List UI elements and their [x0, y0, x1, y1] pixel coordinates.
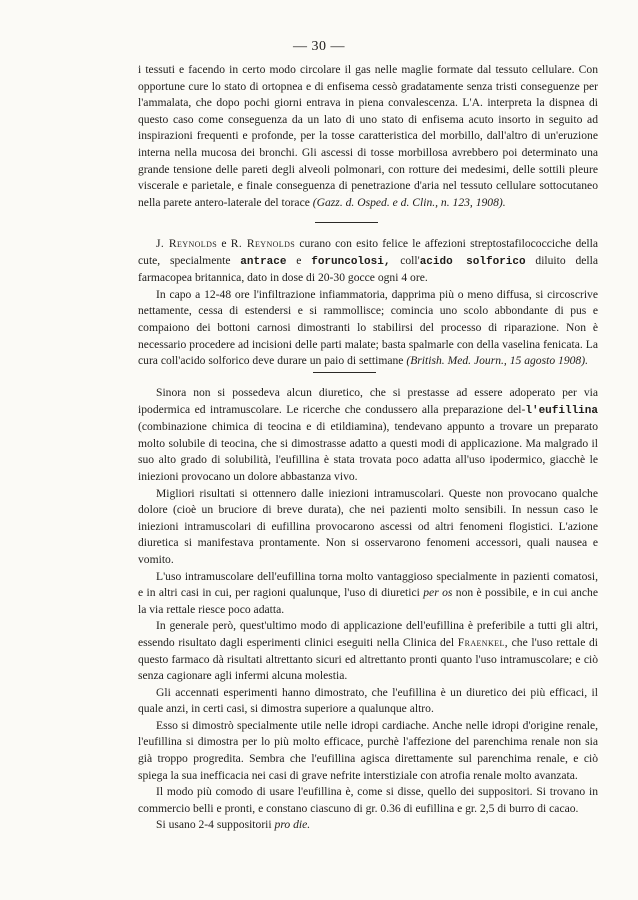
- section-1-paragraph: [138, 62, 598, 211]
- paragraph-treatment: [138, 287, 598, 370]
- term-antrace: antrace: [240, 255, 287, 268]
- paragraph-text: non è possibile, e in cui anche la via rettale riesce poco adatta.: [138, 586, 598, 616]
- text-line: i tessuti e facendo in certo modo circolare il gas nelle maglie formate dal tessuto: [138, 63, 528, 76]
- emphasis-pro-die: pro die.: [274, 818, 311, 832]
- paragraph-text: Gli accennati esperimenti hanno dimostrato, che l'eufillina è un diuretico dei più efficaci, il quale anzi, in certi casi, si dimostra superiore a qualunque altro.: [138, 685, 598, 716]
- term-eufillina: l'eufillina: [525, 404, 598, 417]
- citation: (British. Med. Journ., 15 agosto 1908).: [406, 354, 588, 368]
- paragraph-rectal: [138, 618, 598, 684]
- emphasis-per-os: per os: [423, 586, 453, 600]
- paragraph-text: L'uso intramuscolare dell'eufillina torna molto vantaggioso specialmente in pazienti comatosi, e in altri casi in cui, per ragioni qualunque, l'uso di diuretici: [138, 569, 598, 600]
- section-divider: [315, 222, 378, 223]
- term-foruncolosi: foruncolosi,: [311, 255, 391, 268]
- text-line: nel tessuto cellulare sottocutaneo nella parete antero-laterale del torace: [138, 179, 598, 209]
- text-line: lato di uno stato di enfisema acuto insorto in seguito ad inspirazioni frequenti e: [138, 112, 598, 143]
- author-name: J. Reynolds: [156, 237, 218, 250]
- paragraph-text: coll': [400, 253, 420, 267]
- text-line: convalescenza. L'A. interpreta la dispnea di questo caso come conseguenza da un: [138, 96, 598, 126]
- citation: (Gazz. d. Osped. e d. Clin., n. 123, 1908).: [312, 195, 506, 209]
- paragraph-text: In generale però, quest'ultimo modo di applicazione dell'eufillina è preferibile a tutti gli altri, essendo risultato dagli esperimenti clinici eseguiti nella Clinica del: [138, 619, 598, 649]
- paragraph-eufillina-intro: [138, 385, 598, 486]
- page-number: — 30 —: [293, 39, 345, 54]
- paragraph-text: [138, 62, 598, 211]
- text-line: una grande tensione delle pareti degli alveoli polmonari, con rotture dei medesimi,: [138, 145, 599, 176]
- section-2: [138, 236, 598, 370]
- paragraph-text: In capo a 12-48 ore l'infiltrazione infiammatoria, dapprima più o meno diffusa, si circoscrive nettamente, cessa di estendersi e si rammollisce; comincia uno scolo abbondante di pus e compaiono dei bottoni carnosi dimostranti lo stabilirsi del processo di riparazione. Non è necessario procedere ad incisioni delle parti malate; basta spalmarle con della vaselina fenicata. La cura coll'acido solforico deve durare un paio di settimane: [138, 287, 598, 368]
- paragraph-dosage: [138, 817, 598, 834]
- paragraph-intramuscular: [138, 486, 598, 569]
- paragraph-comatose: [138, 569, 598, 619]
- paragraph-text: Sinora non si possedeva alcun diuretico, che si prestasse ad essere adoperato per via ipodermica ed intramuscolare. Le ricerche che condussero alla preparazione del-: [138, 386, 598, 416]
- conjunction: e: [221, 237, 227, 250]
- paragraph-text: diluito della farmacopea britannica, dato in dose di 20-30 gocce ogni 4 ore.: [138, 253, 598, 285]
- paragraph-text: Migliori risultati si ottennero dalle iniezioni intramuscolari. Queste non provocano qualche dolore (cioè un bruciore di breve durata), che nei pazienti molto sensibili. In nessun caso le iniezioni intramuscolari di eufillina provocarono ascessi od altri fenomeni flogistici. L'azione diuretica si manifestava prontamente. Non si osservarono fenomeni accessori, quali nausea e vomito.: [138, 486, 598, 566]
- text-line: nella mucosa dei bronchi. Gli ascessi di tosse morbillosa avrebbero poi determinato: [174, 145, 577, 159]
- paragraph-text: Esso si dimostrò specialmente utile nelle idropi cardiache. Anche nelle idropi d'origine renale, l'eufillina si dimostra per lo più molto efficace, purchè l'affezione del parenchima renale non sia già troppo progredita. Sembra che l'eufillina agisca direttamente sul parenchima renale, e ciò spiega la sua inefficacia nei casi di grave nefrite interstiziale con atrofia renale molto avanzata.: [138, 718, 598, 782]
- paragraph-idropi: [138, 718, 598, 784]
- term-acido-solforico: acido solforico: [419, 255, 526, 268]
- paragraph-suppositori: [138, 784, 598, 817]
- paragraph-text: curano con esito felice le affezioni streptostafilococciche della cute, specialmente: [138, 237, 598, 267]
- paragraph-reynolds: [138, 236, 598, 287]
- author-name: R. Reynolds: [230, 237, 296, 250]
- text-line: profonde, per la tosse caratteristica del morbillo, dall'altro di un'eruzione interna: [138, 129, 598, 159]
- text-line: senza tristi conseguenze per l'ammalata, che dopo pochi giorni entrava in piena: [138, 79, 599, 110]
- section-3: [138, 385, 598, 834]
- paragraph-text: che l'uso rettale di questo farmaco dà risultati altrettanto sicuri ed altrettanto pronti quanto l'uso intramuscolare; e ciò senza cagionare agli infermi alcuna molestia.: [138, 635, 598, 683]
- author-name: Fraenkel,: [457, 635, 509, 649]
- text-line: delle sottili pleure viscerale e parietale, e finale conseguenza di penetrazione d'aria: [138, 162, 598, 193]
- paragraph-text: Il modo più comodo di usare l'eufillina è, come si disse, quello dei suppositori. Si trovano in commercio belli e pronti, e constano ciascuno di gr. 0.36 di eufillina e gr. 2,5 di burro di cacao.: [138, 785, 598, 815]
- text-line: cellulare. Con opportune cure lo stato di ortopnea e di enfisema cessò gradatamente: [138, 63, 598, 93]
- paragraph-text: Si usano 2-4 suppositorii: [156, 818, 272, 832]
- paragraph-text: (combinazione chimica di teocina e di etildiamina), tendevano appunto a trovare un preparato molto solubile di teocina, che si dimostrasse adatto a questi modi di applicazione. Ma malgrado il suo alto grado di solubilità, l'eufillina è stata trovata poco adatta all'uso ipodermico, giacchè le iniezioni provocano un dolore abbastanza vivo.: [138, 420, 598, 483]
- section-divider: [313, 372, 376, 373]
- paragraph-experiments: [138, 685, 598, 718]
- conjunction: e: [296, 253, 302, 267]
